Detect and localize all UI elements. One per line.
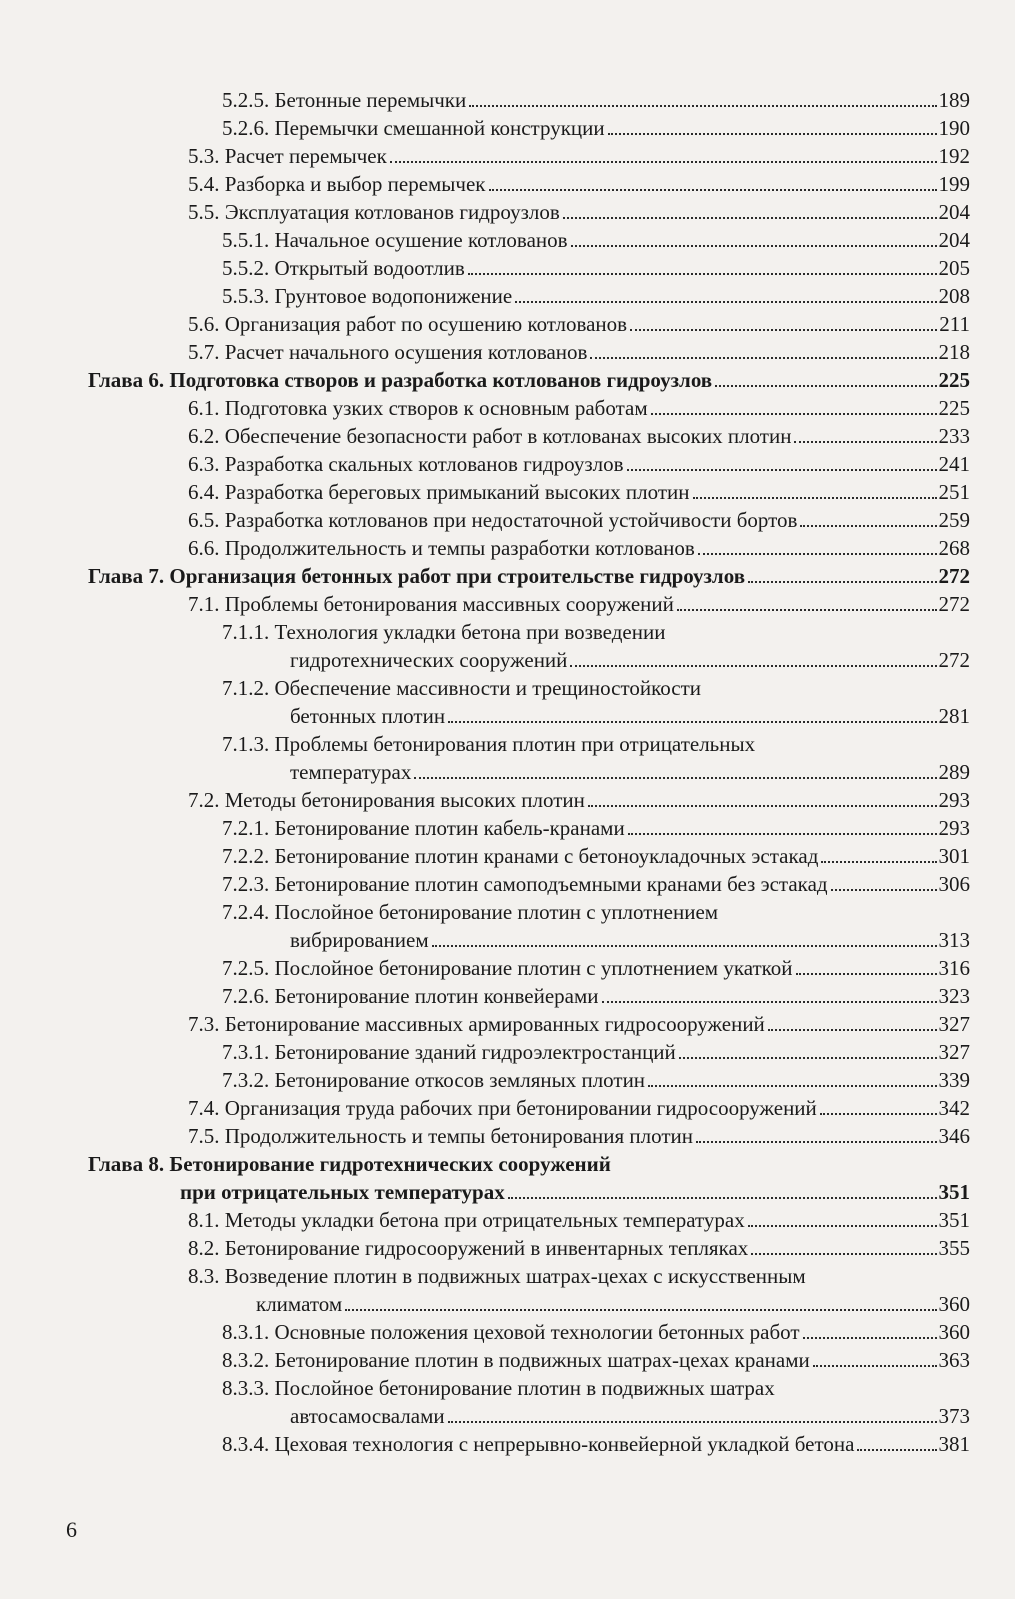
dot-leader: [570, 664, 936, 667]
toc-entry-title: 5.5.1. Начальное осушение котлованов: [222, 228, 568, 252]
toc-entry-title: 8.2. Бетонирование гидросооружений в инвентарных тепляках: [188, 1236, 749, 1260]
toc-entry: [188, 1010, 970, 1038]
toc-page-number: 204: [938, 228, 970, 252]
dot-leader: [390, 160, 937, 163]
toc-entry-title: вибрированием: [290, 928, 429, 952]
dot-leader: [414, 776, 936, 779]
dot-leader: [693, 496, 937, 499]
toc-entry: [188, 394, 970, 422]
toc-page-number: 313: [938, 928, 970, 952]
dot-leader: [748, 1224, 937, 1227]
toc-entry: [222, 674, 970, 730]
toc-entry: [222, 954, 970, 982]
toc-entry: [222, 86, 970, 114]
toc-page-number: 199: [938, 172, 970, 196]
dot-leader: [831, 888, 937, 891]
toc-entry-title: 5.3. Расчет перемычек: [188, 144, 387, 168]
toc-page-number: 327: [938, 1012, 970, 1036]
toc-chapter-entry: [88, 1150, 970, 1206]
toc-entry-title: 7.2.5. Послойное бетонирование плотин с уплотнением укаткой: [222, 956, 793, 980]
toc-page-number: 323: [938, 984, 970, 1008]
toc-entry: [188, 170, 970, 198]
dot-leader: [794, 440, 936, 443]
dot-leader: [768, 1028, 937, 1031]
toc-page-number: 225: [938, 396, 970, 420]
toc-entry-title: 5.5.2. Открытый водоотлив: [222, 256, 465, 280]
toc-page-number: 272: [938, 564, 970, 588]
dot-leader: [857, 1448, 936, 1451]
toc-page-number: 281: [938, 704, 970, 728]
toc-entry: [222, 618, 970, 674]
toc-entry-title: 7.2.4. Послойное бетонирование плотин с уплотнением: [222, 900, 719, 924]
toc-entry-title: 7.1.3. Проблемы бетонирования плотин при отрицательных: [222, 732, 756, 756]
toc-entry: [188, 310, 970, 338]
toc-entry-title: 7.2.3. Бетонирование плотин самоподъемными кранами без эстакад: [222, 872, 828, 896]
toc-entry-title: 5.6. Организация работ по осушению котлованов: [188, 312, 628, 336]
toc-page-number: 327: [938, 1040, 970, 1064]
toc-entry: [188, 786, 970, 814]
toc-entry-title: 6.3. Разработка скальных котлованов гидроузлов: [188, 452, 624, 476]
toc-page-number: 306: [938, 872, 970, 896]
dot-leader: [748, 580, 936, 583]
toc-entry-title: 8.1. Методы укладки бетона при отрицательных температурах: [188, 1208, 745, 1232]
dot-leader: [345, 1308, 936, 1311]
toc-entry-title: 7.1. Проблемы бетонирования массивных сооружений: [188, 592, 674, 616]
dot-leader: [820, 1112, 937, 1115]
toc-entry-title: 7.4. Организация труда рабочих при бетонировании гидросооружений: [188, 1096, 817, 1120]
dot-leader: [628, 832, 937, 835]
toc-entry-title: 5.5. Эксплуатация котлованов гидроузлов: [188, 200, 560, 224]
dot-leader: [751, 1252, 936, 1255]
toc-page-number: 272: [938, 592, 970, 616]
toc-page-number: 342: [938, 1096, 970, 1120]
toc-page-number: 346: [938, 1124, 970, 1148]
toc-page-number: 360: [938, 1292, 970, 1316]
toc-entry-title: гидротехнических сооружений: [290, 648, 568, 672]
toc-entry-title: 8.3.3. Послойное бетонирование плотин в подвижных шатрах: [222, 1376, 775, 1400]
toc-entry: [188, 422, 970, 450]
toc-entry: [222, 1374, 970, 1430]
dot-leader: [715, 384, 936, 387]
toc-entry: [222, 1318, 970, 1346]
toc-entry: [222, 730, 970, 786]
toc-entry: [188, 1206, 970, 1234]
toc-entry-title: 8.3.1. Основные положения цеховой технологии бетонных работ: [222, 1320, 800, 1344]
toc-page-number: 205: [938, 256, 970, 280]
toc-entry-title: 5.4. Разборка и выбор перемычек: [188, 172, 486, 196]
toc-page-number: 208: [938, 284, 970, 308]
toc-page-number: 204: [938, 200, 970, 224]
toc-entry: [188, 1122, 970, 1150]
toc-entry: [188, 1234, 970, 1262]
dot-leader: [448, 1420, 937, 1423]
toc-entry: [188, 198, 970, 226]
dot-leader: [448, 720, 936, 723]
dot-leader: [563, 216, 937, 219]
toc-entry-title: 7.2.6. Бетонирование плотин конвейерами: [222, 984, 599, 1008]
dot-leader: [821, 860, 936, 863]
toc-entry: [222, 254, 970, 282]
toc-entry: [222, 982, 970, 1010]
toc-entry: [222, 814, 970, 842]
toc-page-number: 211: [939, 312, 970, 336]
toc-entry-title: 5.2.5. Бетонные перемычки: [222, 88, 467, 112]
toc-entry: [188, 450, 970, 478]
dot-leader: [432, 944, 937, 947]
toc-entry-title: бетонных плотин: [290, 704, 446, 728]
toc-entry: [188, 506, 970, 534]
toc-entry: [222, 1038, 970, 1066]
toc-page-number: 363: [938, 1348, 970, 1372]
toc-entry: [222, 1430, 970, 1458]
toc-page-number: 225: [938, 368, 970, 392]
toc-entry-title: 7.2.2. Бетонирование плотин кранами с бетоноукладочных эстакад: [222, 844, 819, 868]
toc-entry: [222, 226, 970, 254]
toc-page-number: 272: [938, 648, 970, 672]
toc-entry: [222, 114, 970, 142]
toc-entry-title: 7.2. Методы бетонирования высоких плотин: [188, 788, 585, 812]
dot-leader: [803, 1336, 937, 1339]
toc-page-number: 259: [938, 508, 970, 532]
toc-entry-title: Глава 7. Организация бетонных работ при строительстве гидроузлов: [88, 564, 746, 588]
toc-page-number: 218: [938, 340, 970, 364]
toc-entry-title: 5.5.3. Грунтовое водопонижение: [222, 284, 513, 308]
dot-leader: [590, 356, 936, 359]
toc-page-number: 339: [938, 1068, 970, 1092]
toc-page-number: 293: [938, 788, 970, 812]
toc-page-number: 301: [938, 844, 970, 868]
toc-entry-title: 6.5. Разработка котлованов при недостаточной устойчивости бортов: [188, 508, 798, 532]
toc-page-number: 189: [938, 88, 970, 112]
toc-page-number: 293: [938, 816, 970, 840]
toc-entry-title: климатом: [256, 1292, 343, 1316]
toc-entry-title: 6.6. Продолжительность и темпы разработки котлованов: [188, 536, 695, 560]
dot-leader: [588, 804, 937, 807]
dot-leader: [796, 972, 937, 975]
toc-entry-title: 6.1. Подготовка узких створов к основным работам: [188, 396, 648, 420]
toc-entry-title: температурах: [290, 760, 412, 784]
dot-leader: [651, 412, 937, 415]
toc-page-number: 351: [938, 1180, 970, 1204]
toc-entry: [188, 338, 970, 366]
page-number: 6: [66, 1517, 77, 1542]
dot-leader: [468, 272, 937, 275]
toc-entry-title: Глава 8. Бетонирование гидротехнических сооружений: [88, 1152, 611, 1176]
dot-leader: [800, 524, 936, 527]
dot-leader: [696, 1140, 936, 1143]
toc-entry: [188, 478, 970, 506]
toc-entry: [222, 1346, 970, 1374]
toc-page-number: 360: [938, 1320, 970, 1344]
toc-page-number: 241: [938, 452, 970, 476]
toc-entry-title: 8.3.4. Цеховая технология с непрерывно-конвейерной укладкой бетона: [222, 1432, 855, 1456]
toc-entry-title: 7.1.1. Технология укладки бетона при возведении: [222, 620, 666, 644]
dot-leader: [602, 1000, 937, 1003]
toc-entry-title: автосамосвалами: [290, 1404, 445, 1428]
toc-entry: [188, 534, 970, 562]
toc-entry-title: при отрицательных температурах: [180, 1180, 505, 1204]
dot-leader: [679, 1056, 937, 1059]
toc-entry-title: 6.4. Разработка береговых примыканий высоких плотин: [188, 480, 690, 504]
toc-page-number: 316: [938, 956, 970, 980]
toc-entry-title: 7.5. Продолжительность и темпы бетонирования плотин: [188, 1124, 694, 1148]
toc-page-number: 381: [938, 1432, 970, 1456]
dot-leader: [469, 104, 936, 107]
dot-leader: [677, 608, 937, 611]
toc-chapter-entry: [88, 366, 970, 394]
dot-leader: [515, 300, 936, 303]
dot-leader: [489, 188, 937, 191]
dot-leader: [627, 468, 937, 471]
dot-leader: [648, 1084, 936, 1087]
dot-leader: [698, 552, 937, 555]
toc-entry-title: 7.3. Бетонирование массивных армированных гидросооружений: [188, 1012, 765, 1036]
dot-leader: [813, 1364, 937, 1367]
toc-page-number: 268: [938, 536, 970, 560]
toc-entry-title: 7.3.2. Бетонирование откосов земляных плотин: [222, 1068, 646, 1092]
toc-entry-title: 5.2.6. Перемычки смешанной конструкции: [222, 116, 605, 140]
dot-leader: [508, 1196, 937, 1199]
toc-entry-title: 6.2. Обеспечение безопасности работ в котлованах высоких плотин: [188, 424, 792, 448]
toc-page-number: 190: [938, 116, 970, 140]
toc-page-number: 192: [938, 144, 970, 168]
toc-entry-title: 5.7. Расчет начального осушения котлованов: [188, 340, 588, 364]
toc-page-number: 251: [938, 480, 970, 504]
toc-entry: [222, 282, 970, 310]
toc-entry: [222, 870, 970, 898]
toc-entry-title: Глава 6. Подготовка створов и разработка котлованов гидроузлов: [88, 368, 713, 392]
toc-entry: [188, 142, 970, 170]
toc-entry: [188, 1262, 970, 1318]
toc-entry: [188, 590, 970, 618]
toc-page-number: 373: [938, 1404, 970, 1428]
toc-entry-title: 7.1.2. Обеспечение массивности и трещиностойкости: [222, 676, 701, 700]
toc-page-number: 289: [938, 760, 970, 784]
toc-entry-title: 8.3.2. Бетонирование плотин в подвижных шатрах-цехах кранами: [222, 1348, 810, 1372]
dot-leader: [608, 132, 937, 135]
toc-entry-title: 8.3. Возведение плотин в подвижных шатрах-цехах с искусственным: [188, 1264, 806, 1288]
toc-entry: [188, 1094, 970, 1122]
toc-entry: [222, 842, 970, 870]
toc-entry: [222, 1066, 970, 1094]
toc-chapter-entry: [88, 562, 970, 590]
toc-page-number: 233: [938, 424, 970, 448]
dot-leader: [571, 244, 937, 247]
toc-entry-title: 7.3.1. Бетонирование зданий гидроэлектростанций: [222, 1040, 676, 1064]
dot-leader: [630, 328, 937, 331]
toc-entry: [222, 898, 970, 954]
toc-page-number: 355: [938, 1236, 970, 1260]
toc-entry-title: 7.2.1. Бетонирование плотин кабель-кранами: [222, 816, 625, 840]
toc-page-number: 351: [938, 1208, 970, 1232]
